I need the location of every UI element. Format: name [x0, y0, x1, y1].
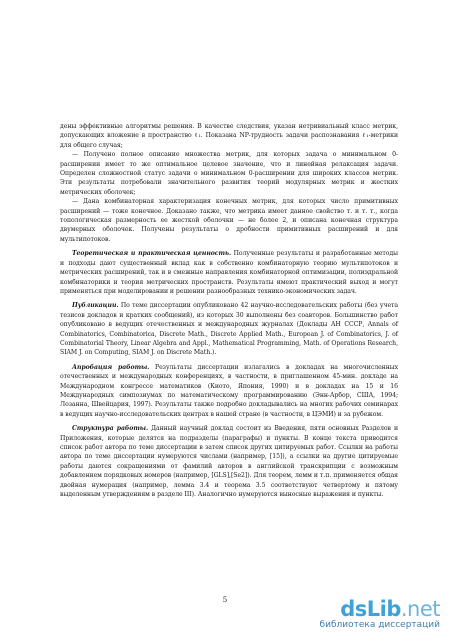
paragraph-text: Данный научный доклад состоит из Введения, пяти основных Разделов и Приложения, которые делятся на подразделы (параграфы) и пункты. В конце текста приводится список работ автора по теме диссертации в затем список других цитируемых работ. Ссылки на работы автора по теме диссертации нумеруются числами (например, [15]), а ссылки на другие цитируемые работы даются сокращениями от фамилий авторов в английской транскрипции с возможным добавлением порядковых номеров (например, [GLS],[Se2]). Для теорем, лемм и т.п. применяется общая двойная нумерация (например, лемма 3.4 и теорема 3.5 соответствуют четвертому и пятому выделенным утверждениям в разделе III). Аналогично нумеруются выносные выражения и пункты. — [60, 425, 398, 499]
section-heading: Апробация работы. — [72, 363, 150, 371]
watermark-logo[interactable] — [290, 598, 440, 620]
section-heading: Теоретическая и практическая ценность. — [72, 250, 232, 258]
paragraph — [60, 197, 398, 244]
paragraph — [60, 424, 398, 499]
paragraph-text: — Дана комбинаторная характеризация конечных метрик, для которых число примитивных расширений — тоже конечное. Доказано также, что метрика имеет данное свойство т. и т. т., когда топологическая размерность ее жесткой оболочки — не более 2, и описана конечная структура двумерных оболочек. Получены результаты о дробности примитивных расширений и для мультипотоков. — [60, 198, 398, 243]
paragraph — [60, 249, 398, 296]
paragraph-text: — Получено полное описание множества метрик, для которых задача о минимальном 0-расширении имеет то же оптимальное целевое значение, что и линейная релаксация задачи. Определен сложностной статус задачи о минимальном 0-расширении для широких классов метрик. Эти результаты потребовали значительного развития теорий модулярных метрик и жестких метрических оболочек; — [60, 151, 398, 196]
paragraph-text: Полученные результаты и разработанные методы и подходы дают существенный вклад как в собственно комбинаторную теорию мультипотоков и метрических расширений, так и в смежные направления комбинаторной оптимизации, полиэдральной комбинаторики и теория метрических пространств. Результаты имеют практический выход и могут применяться при моделировании и решении разнообразных технико-экономических задач. — [60, 250, 398, 295]
paragraph — [60, 363, 398, 419]
paragraph-text: дены эффективные алгоритмы решения. В качестве следствия, указан нетривиальный класс метрик, допускающих вложение в пространство ℓ₁. Показана NP-трудность задачи распознавания ℓ₁-метрики для общего случая; — [60, 123, 398, 149]
paragraph — [60, 122, 398, 150]
watermark-logo-tld: .net — [400, 597, 440, 621]
watermark-logo-main: dsLib — [340, 597, 401, 621]
watermark[interactable] — [290, 598, 440, 631]
watermark-subtitle: библиотека диссертаций — [319, 620, 440, 630]
document-body — [60, 122, 398, 499]
paragraph-text: По теме диссертации опубликовано 42 научно-исследовательских работы (без учета тезисов докладов и кратких сообщений), из которых 30 выполнены без соавторов. Большинство работ опубликовано в ведущих отечественных и международных журналах (Доклады АН СССР, Annals of Combinatorics, Combinatorica, Discrete Math., Discrete Applied Math., European J. of Combinatorics, J. of Combinatorial Theory, Linear Algebra and Appl., Mathematical Programming, Math. of Operations Research, SIAM J. on Computing, SIAM J. on Discrete Math.). — [60, 302, 398, 357]
paragraph — [60, 301, 398, 357]
section-heading: Публикации. — [72, 302, 119, 310]
paragraph — [60, 150, 398, 197]
paragraph-text: Результаты диссертации излагались в докладах на многочисленных отечественных и международных конференциях, в частности, в приглашенном 45-мин. докладе на Международном конгрессе математиков (Киото, Япония, 1990) и в докладах на 15 и 16 Международных симпозиумах по математическому программированию (Энн-Арбор, США, 1994; Лозанна, Швейцария, 1997). Результаты также подробно докладывались на многих рабочих семинарах в ведущих научно-исследовательских центрах в нашей стране (в частности, в ЦЭМИ) и за рубежом. — [60, 363, 398, 418]
section-heading: Структура работы. — [72, 425, 149, 433]
page-number: 5 — [222, 596, 228, 604]
